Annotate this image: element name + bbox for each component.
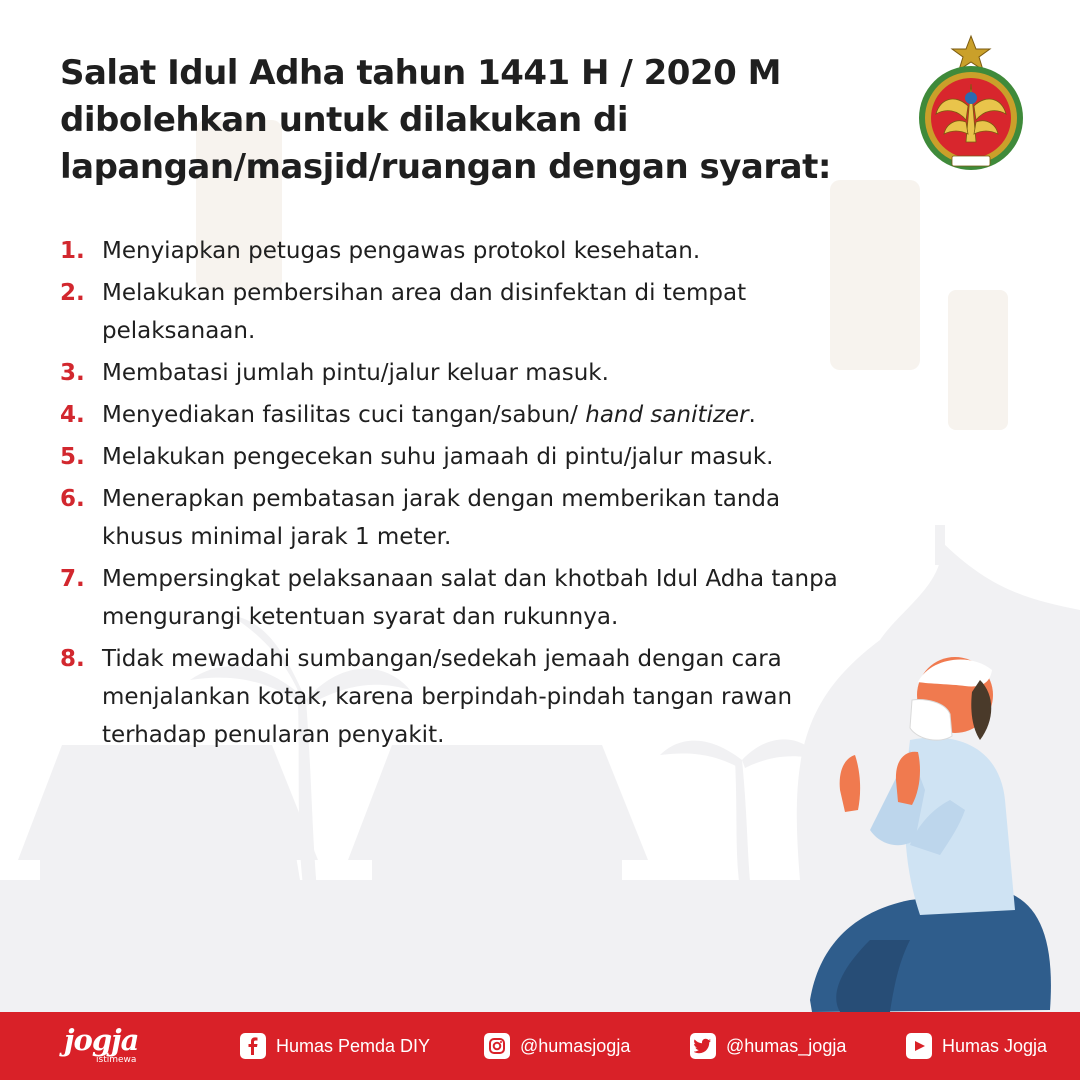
item-text — [102, 274, 746, 350]
item-text — [102, 438, 773, 476]
list-item — [60, 480, 838, 556]
list-item — [60, 438, 838, 476]
list-item — [60, 232, 838, 270]
title-line: lapangan/masjid/ruangan dengan syarat: — [60, 147, 831, 187]
list-item — [60, 274, 838, 350]
item-line: Membatasi jumlah pintu/jalur keluar masuk. — [102, 360, 609, 386]
list-item — [60, 396, 838, 434]
twitter-label: @humas_jogja — [726, 1035, 847, 1056]
item-line: Melakukan pembersihan area dan disinfektan di tempat — [102, 280, 747, 306]
item-text — [102, 480, 780, 556]
item-line: Mempersingkat pelaksanaan salat dan khotbah Idul Adha tanpa — [102, 566, 838, 592]
item-text — [102, 640, 792, 754]
item-italic-term: hand sanitizer — [585, 402, 749, 428]
title-line: Salat Idul Adha tahun 1441 H / 2020 M — [60, 53, 781, 93]
item-line: Menyiapkan petugas pengawas protokol kesehatan. — [102, 238, 701, 264]
yogyakarta-seal-logo — [916, 34, 1026, 178]
item-line — [102, 396, 756, 434]
brand-tagline: istimewa — [96, 1055, 137, 1065]
instagram-icon — [484, 1033, 510, 1059]
title-line: dibolehkan untuk dilakukan di — [60, 100, 629, 140]
item-text — [102, 354, 609, 392]
facebook-icon — [240, 1033, 266, 1059]
item-text — [102, 560, 838, 636]
item-line: Tidak mewadahi sumbangan/sedekah jemaah dengan cara — [102, 646, 782, 672]
list-item — [60, 640, 838, 754]
item-line: terhadap penularan penyakit. — [102, 722, 445, 748]
item-line: pelaksanaan. — [102, 318, 256, 344]
page-title — [60, 50, 880, 191]
twitter-link[interactable] — [690, 1032, 846, 1060]
item-line-end: . — [748, 402, 756, 428]
item-number: 7. — [60, 566, 85, 592]
brand-name: jogja — [64, 1023, 139, 1057]
youtube-link[interactable] — [906, 1032, 1047, 1060]
item-line: mengurangi ketentuan syarat dan rukunnya. — [102, 604, 619, 630]
item-number: 2. — [60, 280, 85, 306]
praying-man-illustration — [800, 640, 1060, 1020]
item-number: 4. — [60, 402, 85, 428]
item-number: 6. — [60, 486, 85, 512]
footer-bar — [0, 1012, 1080, 1080]
facebook-link[interactable] — [240, 1032, 430, 1060]
item-line-start: Menyediakan fasilitas cuci tangan/sabun/ — [102, 402, 586, 428]
instagram-label: @humasjogja — [520, 1035, 631, 1056]
instagram-link[interactable] — [484, 1032, 630, 1060]
item-text — [102, 232, 700, 270]
item-line: Menerapkan pembatasan jarak dengan memberikan tanda — [102, 486, 781, 512]
item-line: menjalankan kotak, karena berpindah-pindah tangan rawan — [102, 684, 793, 710]
youtube-icon — [906, 1033, 932, 1059]
item-line: Melakukan pengecekan suhu jamaah di pintu/jalur masuk. — [102, 444, 774, 470]
item-number: 1. — [60, 238, 85, 264]
requirements-list — [60, 232, 838, 758]
youtube-label: Humas Jogja — [942, 1035, 1048, 1056]
list-item — [60, 354, 838, 392]
item-line: khusus minimal jarak 1 meter. — [102, 524, 452, 550]
list-item — [60, 560, 838, 636]
facebook-label: Humas Pemda DIY — [276, 1035, 431, 1056]
twitter-icon — [690, 1033, 716, 1059]
item-text — [102, 396, 756, 434]
item-number: 3. — [60, 360, 85, 386]
item-number: 8. — [60, 646, 85, 672]
item-number: 5. — [60, 444, 85, 470]
jogja-istimewa-logo — [64, 1022, 154, 1074]
